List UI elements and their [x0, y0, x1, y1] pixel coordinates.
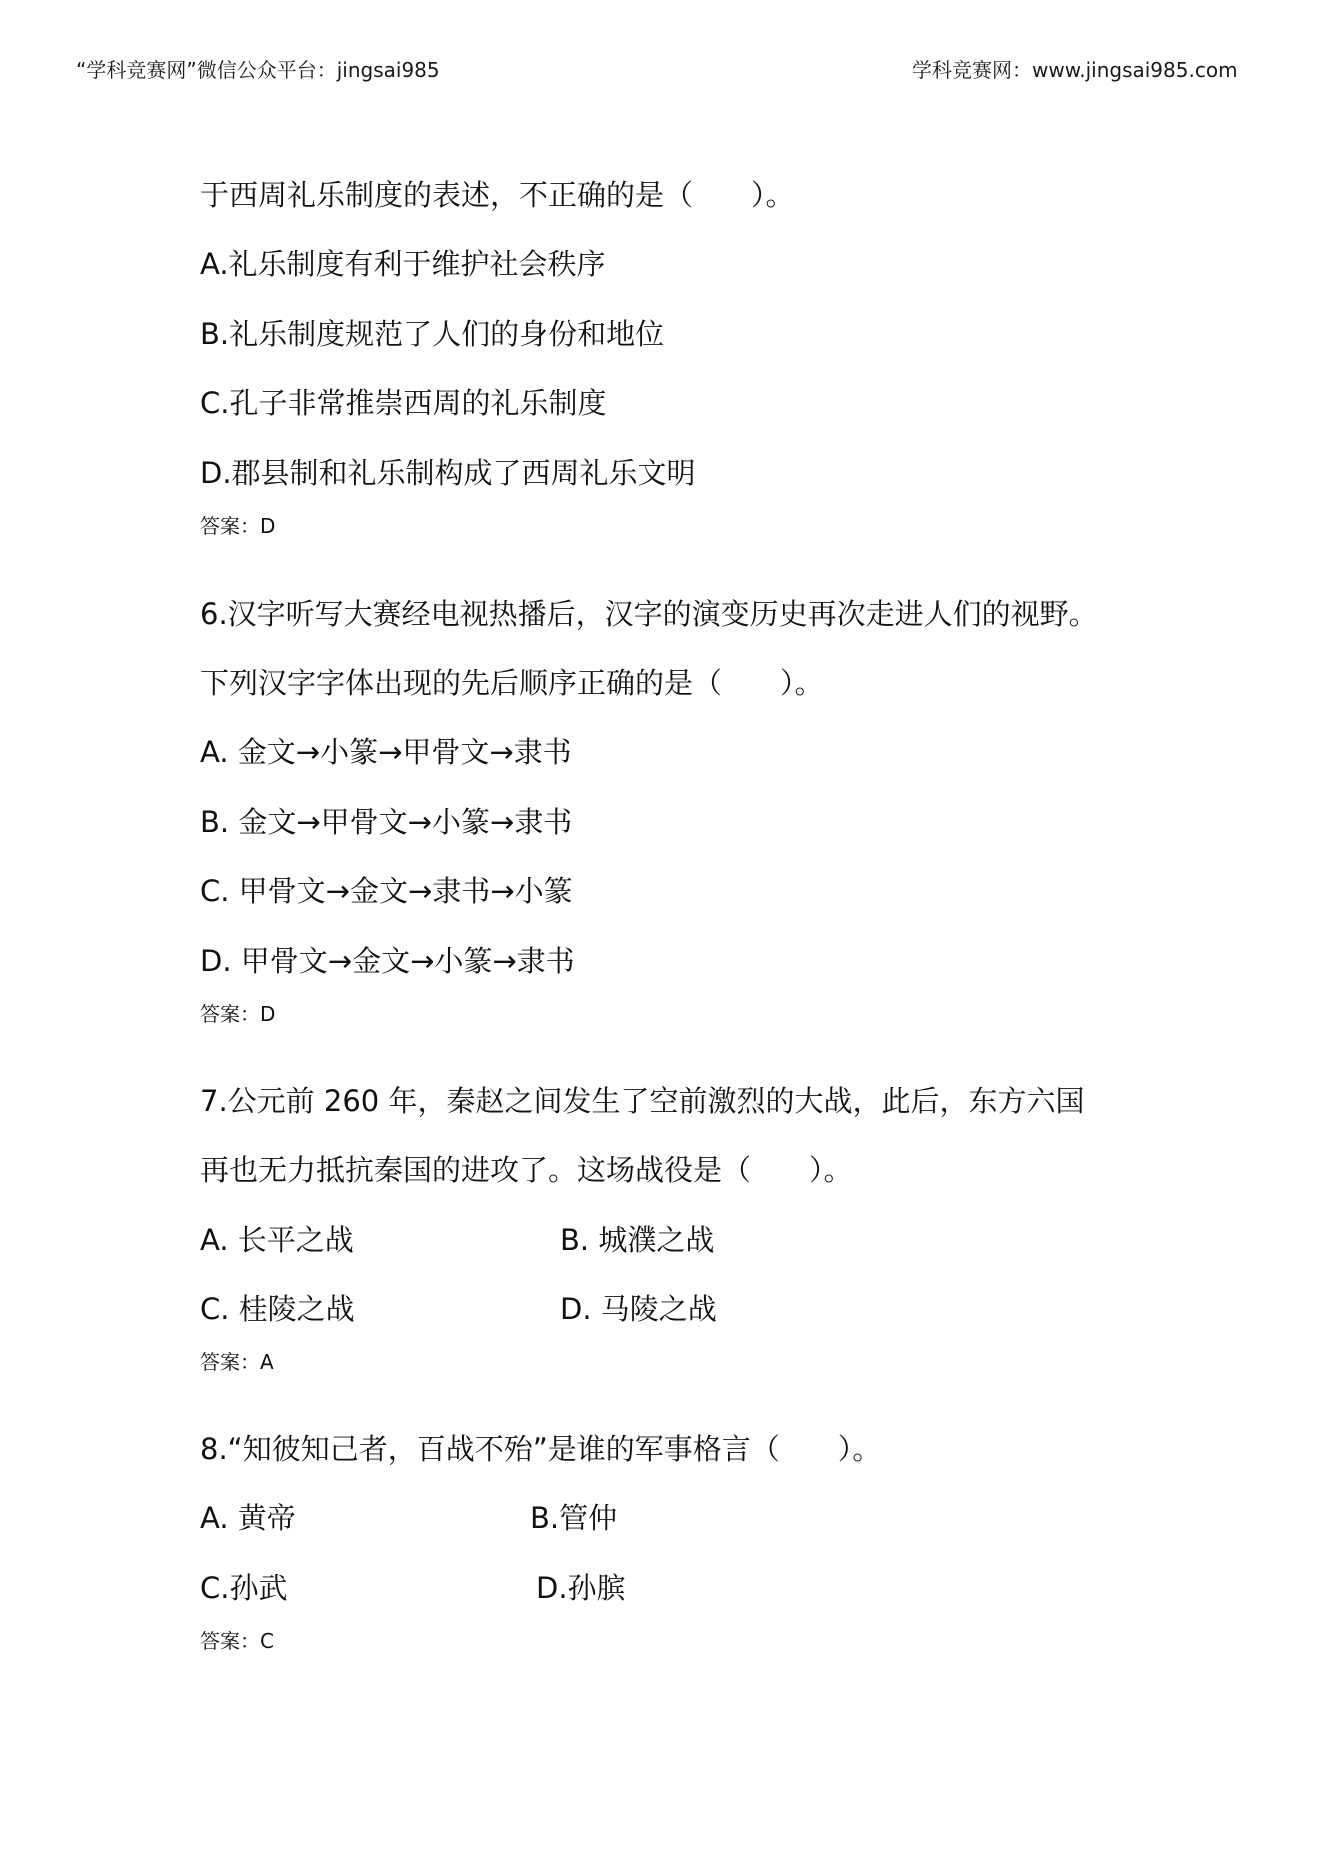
q8-option-c: C.孙武	[200, 1571, 288, 1605]
q6-option-a: A. 金文→小篆→甲骨文→隶书	[200, 735, 572, 769]
q6-stem-line1: 6.汉字听写大赛经电视热播后，汉字的演变历史再次走进人们的视野。	[200, 597, 1098, 631]
q6-option-d: D. 甲骨文→金文→小篆→隶书	[200, 944, 575, 978]
q7-option-d: D. 马陵之战	[560, 1292, 717, 1326]
q6-answer: 答案：D	[200, 1002, 276, 1026]
q5-option-d: D.郡县制和礼乐制构成了西周礼乐文明	[200, 456, 696, 490]
q8-option-b: B.管仲	[530, 1501, 618, 1535]
q7-option-b: B. 城濮之战	[560, 1223, 715, 1257]
q6-stem-line2: 下列汉字字体出现的先后顺序正确的是（ ）。	[200, 666, 824, 700]
q8-answer: 答案：C	[200, 1629, 274, 1653]
q5-stem: 于西周礼乐制度的表述，不正确的是（ ）。	[200, 178, 795, 212]
q7-option-a: A. 长平之战	[200, 1223, 354, 1257]
q8-option-d: D.孙膑	[536, 1571, 626, 1605]
q5-option-c: C.孔子非常推崇西周的礼乐制度	[200, 386, 607, 420]
q8-option-a: A. 黄帝	[200, 1501, 296, 1535]
header-right-text: 学科竞赛网：www.jingsai985.com	[912, 58, 1238, 82]
q5-option-a: A.礼乐制度有利于维护社会秩序	[200, 247, 606, 281]
q5-option-b: B.礼乐制度规范了人们的身份和地位	[200, 317, 665, 351]
q8-stem: 8.“知彼知己者，百战不殆”是谁的军事格言（ ）。	[200, 1432, 882, 1466]
q7-stem-line2: 再也无力抵抗秦国的进攻了。这场战役是（ ）。	[200, 1153, 853, 1187]
header-left-text: “学科竞赛网”微信公众平台：jingsai985	[76, 58, 440, 82]
q7-stem-line1: 7.公元前 260 年，秦赵之间发生了空前激烈的大战，此后，东方六国	[200, 1084, 1085, 1118]
q6-option-c: C. 甲骨文→金文→隶书→小篆	[200, 874, 573, 908]
q5-answer: 答案：D	[200, 514, 276, 538]
q7-option-c: C. 桂陵之战	[200, 1292, 355, 1326]
q7-answer: 答案：A	[200, 1350, 274, 1374]
q6-option-b: B. 金文→甲骨文→小篆→隶书	[200, 805, 573, 839]
